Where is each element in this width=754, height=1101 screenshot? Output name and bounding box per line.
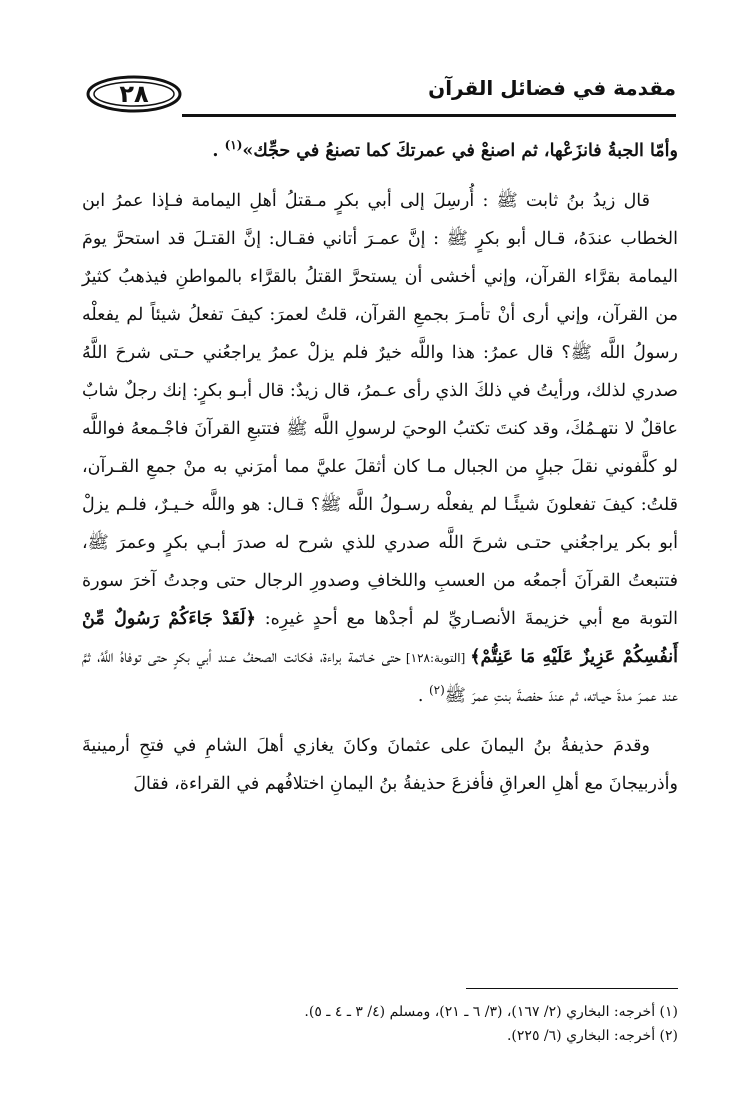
- page-number-badge: [86, 74, 182, 114]
- quran-verse: ﴿لَقَدْ جَاءَكُمْ رَسُولٌ مِّنْ أَنفُسِكُمْ عَزِيزٌ عَلَيْهِ مَا عَنِتُّمْ﴾: [82, 609, 679, 667]
- running-title: مقدمة في فضائل القرآن: [428, 76, 676, 100]
- paragraph-2-text: قال زيدُ بنُ ثابت ﷺ : أُرسِلَ إلى أبي بكرٍ مـقتلُ أهلِ اليمامة فـإذا عمرُ ابن الخطاب عندَهُ، قـال أبو بكرٍ ﷺ : إنَّ عمـرَ أتاني فقـال: إنَّ القتـلَ قد استحرَّ يومَ اليمامة بقرَّاء القرآن، وإني أخشى أن يستحرَّ القتلُ بالقرَّاء بالمواطنِ فيذهبُ كثيرٌ من القرآن، وإني أرى أنْ تأمـرَ بجمعِ القرآن، قلتُ لعمرَ: كيفَ تفعلُ شيئاً لم يفعلْه رسولُ اللَّه ﷺ؟ قال عمرُ: هذا واللَّه خيرٌ فلم يزلْ عمرُ يراجعُني حـتى شرحَ اللَّهُ صدري لذلك، ورأيتُ في ذلكَ الذي رأى عـمرُ، قال زيدٌ: قال أبـو بكرٍ: إنك رجلٌ شابٌ عاقلٌ لا نتهـمُكَ، وقد كنتَ تكتبُ الوحيَ لرسولِ اللَّه ﷺ فتتبعِ القرآنَ فاجْـمعهُ فواللَّه لو كلَّفوني نقلَ جبلٍ من الجبال مـا كان أثقلَ عليَّ مما أمرَني به منْ جمعِ القـرآن، قلتُ: كيفَ تفعلونَ شيئًـا لم يفعلْه رسـولُ اللَّه ﷺ؟ قـال: هو واللَّه خـيـرٌ، فلـم يزلْ أبو بكر يراجعُني حتـى شرحَ اللَّه صدري للذي شرح له صدرَ أبـي بكرٍ وعمرَ ﷺ، فتتبعتُ القرآنَ أجمعُه من العسبِ واللخافِ وصدورِ الرجال حتى وجدتُ آخرَ سورة التوبة مع أبي خزيمةَ الأنصـاريِّ لم أجدْها مع أحدٍ غيرِه:: [82, 191, 678, 629]
- paragraph-2-tail: .: [417, 686, 429, 706]
- paragraph-1-end: .: [212, 141, 225, 161]
- paragraph-2-end: حتى خـاتمة براءة، فكانت الصحفُ عـند أبي بكرٍ حتى توفاهُ اللَّهُ، ثمَّ عند عمـرَ مدةَ حيـاته، ثم عندَ حفصةَ بنتِ عمرَ ﷺ: [82, 647, 678, 706]
- footnote-2: (٢) أخرجه: البخاري (٦/ ٢٢٥).: [506, 1028, 678, 1044]
- quran-reference: [التوبة:١٢٨]: [400, 651, 471, 665]
- footnotes: [82, 1000, 678, 1048]
- main-text: [82, 132, 678, 803]
- paragraph-3: وقدمَ حذيفةُ بنُ اليمانَ على عثمانَ وكانَ يغازي أهلَ الشامِ في فتحِ أرمينيةَ وأذربيجانَ مع أهلِ العراقِ فأفزعَ حذيفةُ بنُ اليمانِ اختلافُهم في القراءة، فقالَ: [82, 736, 678, 794]
- page-number: ٢٨: [119, 80, 149, 108]
- page-header: [86, 74, 676, 120]
- footnote-1: (١) أخرجه: البخاري (٢/ ١٦٧)، (٣/ ٦ ـ ٢١)، ومسلم (٤/ ٣ ـ ٤ ـ ٥).: [304, 1004, 678, 1020]
- footnote-ref-1: (١): [224, 138, 243, 153]
- footnote-separator: [466, 988, 678, 989]
- header-rule: [182, 114, 676, 117]
- paragraph-1-text: وأمّا الجبةُ فانزَعْها، ثم اصنعْ في عمرتكَ كما تصنعُ في حجِّك»: [242, 141, 678, 161]
- paragraph-1: [82, 132, 678, 170]
- footnote-ref-2: (٢): [428, 683, 445, 698]
- paragraph-2: [82, 182, 678, 715]
